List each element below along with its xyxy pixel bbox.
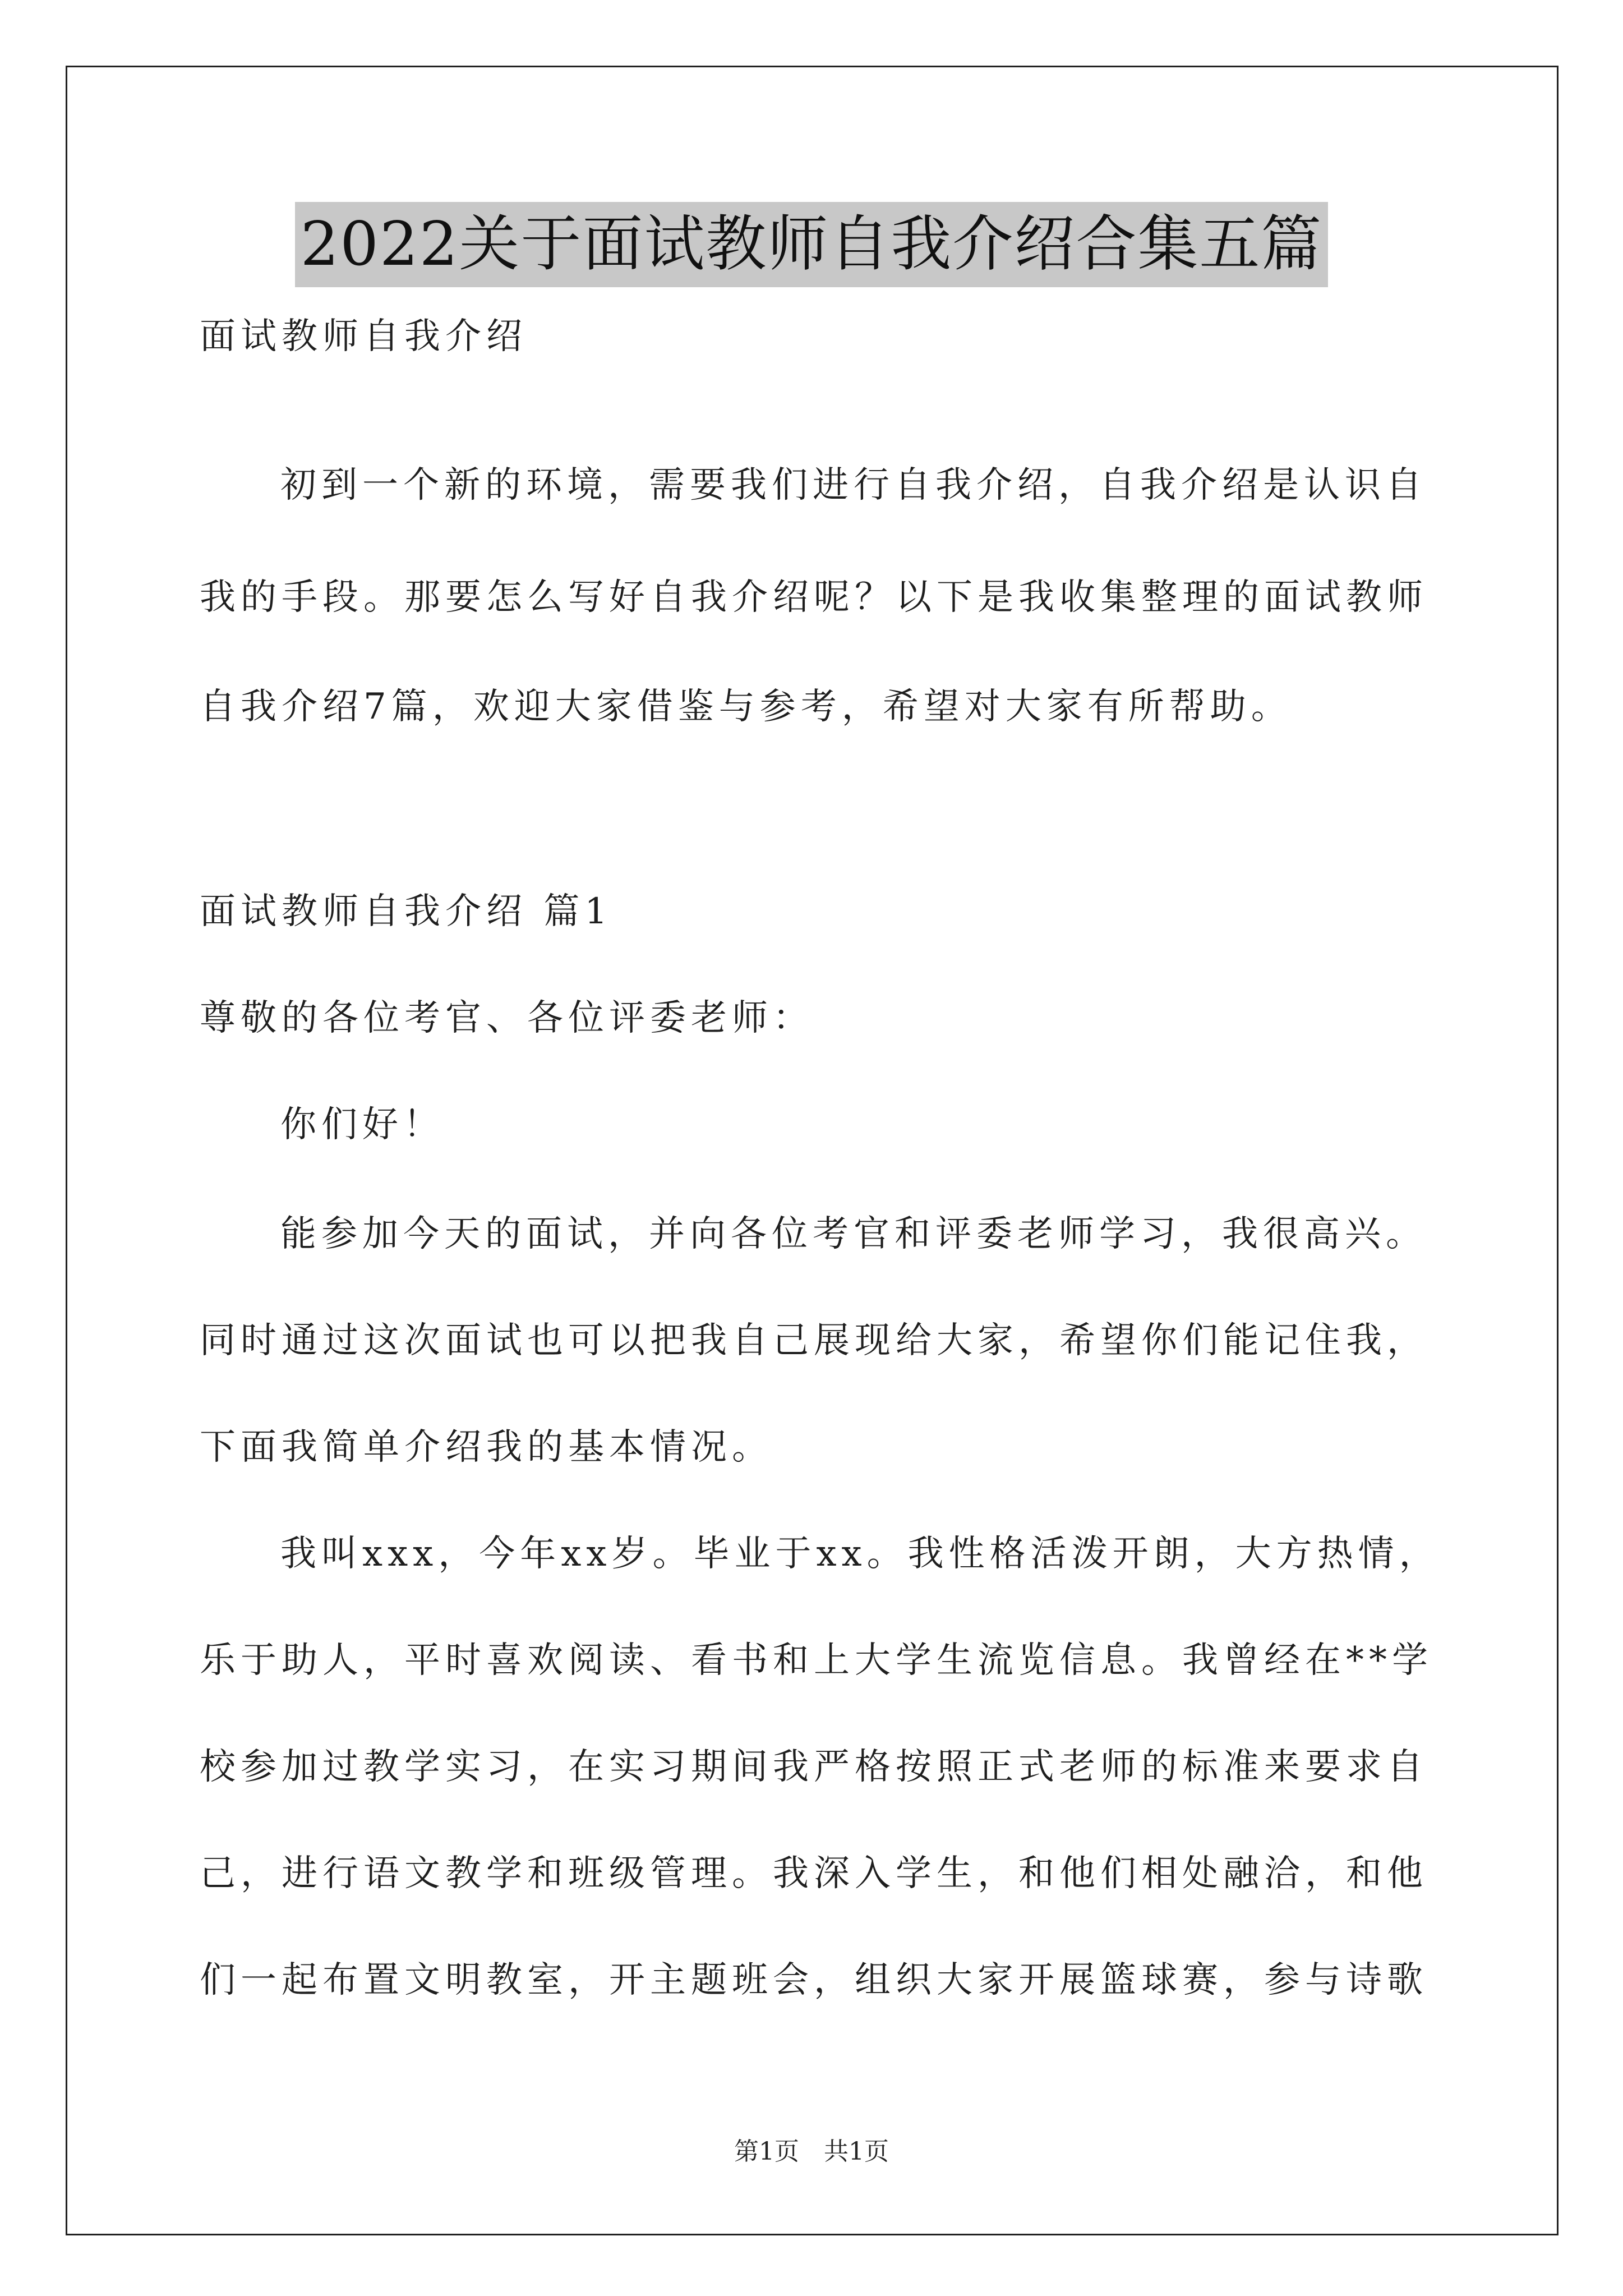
paragraph-line: 乐于助人，平时喜欢阅读、看书和上大学生流览信息。我曾经在**学 — [200, 1640, 1433, 1681]
page-number-footer: 第1页 共1页 — [734, 2137, 889, 2166]
paragraph-line: 我叫xxx，今年xx岁。毕业于xx。我性格活泼开朗，大方热情， — [280, 1533, 1440, 1575]
paragraph-line: 下面我简单介绍我的基本情况。 — [200, 1427, 773, 1468]
page-border — [66, 66, 1559, 2235]
document-title: 2022关于面试教师自我介绍合集五篇 — [295, 202, 1329, 287]
paragraph-line: 同时通过这次面试也可以把我自己展现给大家，希望你们能记住我， — [200, 1320, 1428, 1361]
paragraph-line: 校参加过教学实习，在实习期间我严格按照正式老师的标准来要求自 — [200, 1746, 1428, 1788]
title-container — [0, 202, 1623, 287]
section-heading: 面试教师自我介绍 篇1 — [200, 891, 613, 932]
section-heading: 面试教师自我介绍 — [200, 316, 527, 357]
paragraph-line: 我的手段。那要怎么写好自我介绍呢？以下是我收集整理的面试教师 — [200, 577, 1428, 618]
paragraph-line: 初到一个新的环境，需要我们进行自我介绍，自我介绍是认识自 — [280, 464, 1427, 506]
paragraph-line: 己，进行语文教学和班级管理。我深入学生，和他们相处融洽，和他 — [200, 1853, 1428, 1894]
paragraph-line: 们一起布置文明教室，开主题班会，组织大家开展篮球赛，参与诗歌 — [200, 1959, 1428, 2001]
paragraph-line: 能参加今天的面试，并向各位考官和评委老师学习，我很高兴。 — [280, 1213, 1427, 1255]
greeting: 你们好！ — [280, 1104, 444, 1145]
paragraph-line: 自我介绍7篇，欢迎大家借鉴与参考，希望对大家有所帮助。 — [200, 686, 1292, 728]
salutation: 尊敬的各位考官、各位评委老师： — [200, 997, 814, 1039]
